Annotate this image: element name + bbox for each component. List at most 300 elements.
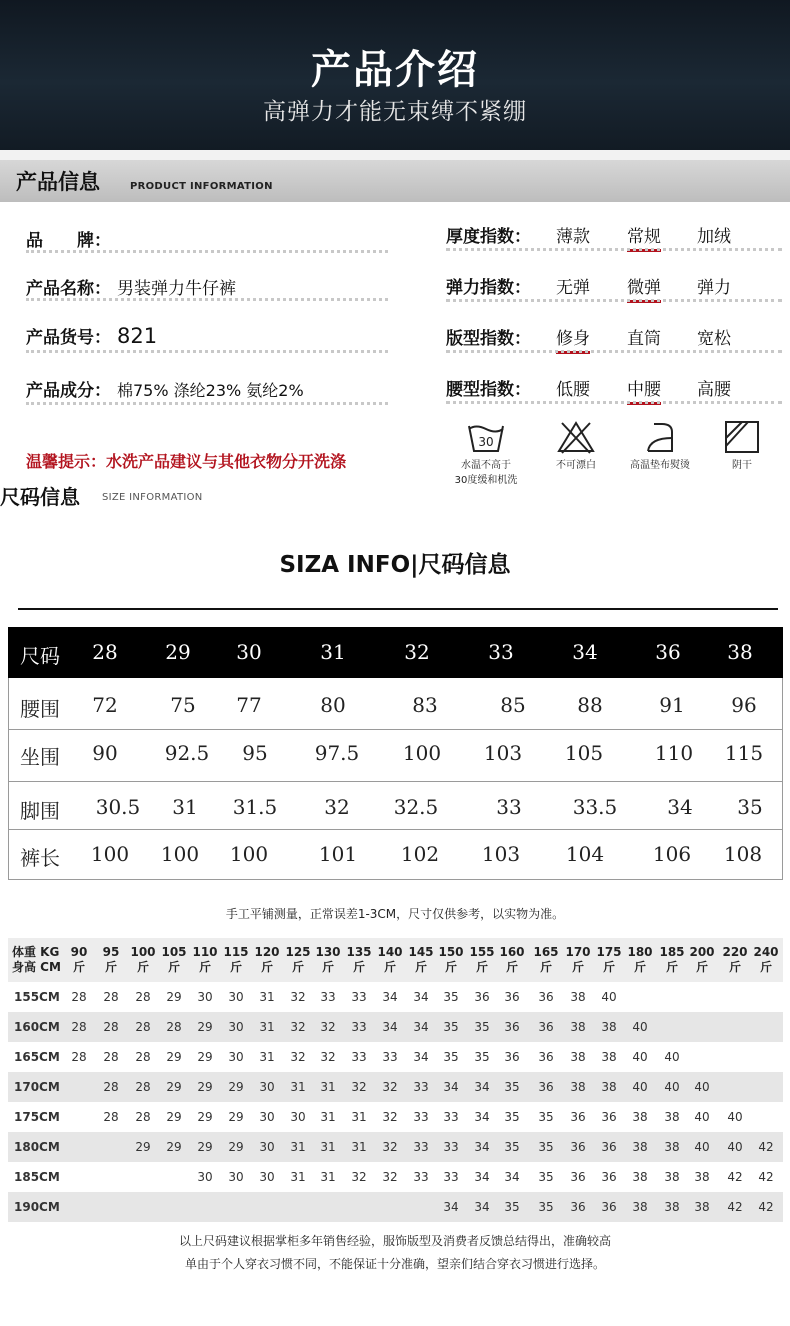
size-cell: 28 (166, 1020, 182, 1034)
weight-unit: 斤 (291, 960, 304, 974)
index-option: 常规 (627, 222, 661, 247)
size-cell: 42 (758, 1140, 774, 1154)
size-cell: 85 (500, 693, 526, 717)
weight-header (438, 945, 464, 975)
weight-header (565, 945, 591, 975)
size-cell: 28 (135, 990, 151, 1004)
size-header-cell: 28 (92, 640, 118, 664)
index-option: 薄款 (556, 227, 590, 247)
size-cell: 35 (504, 1080, 520, 1094)
size-cell: 38 (632, 1140, 648, 1154)
size-cell: 34 (474, 1080, 490, 1094)
size-cell: 36 (601, 1140, 617, 1154)
weight-unit: 斤 (728, 960, 741, 974)
height-label: 170CM (14, 1080, 60, 1094)
size-cell: 35 (504, 1110, 520, 1124)
size-cell: 35 (504, 1200, 520, 1214)
size-cell: 32 (382, 1110, 398, 1124)
row-divider (8, 781, 783, 782)
size-cell: 33 (496, 795, 522, 819)
size-cell: 32 (320, 1050, 336, 1064)
weight-unit: 斤 (633, 960, 646, 974)
size-cell: 34 (413, 1050, 429, 1064)
size-cell: 101 (318, 842, 358, 866)
weight-unit: 斤 (198, 960, 211, 974)
weight-unit: 斤 (695, 960, 708, 974)
weight-unit: 斤 (539, 960, 552, 974)
size-cell: 29 (166, 990, 182, 1004)
size-cell: 31.5 (232, 795, 278, 819)
size-cell: 35 (504, 1140, 520, 1154)
size-cell: 36 (538, 1020, 554, 1034)
weight-value: 110 (192, 945, 218, 959)
size-row-label: 腰围 (20, 697, 60, 721)
weight-header (285, 945, 311, 975)
size-cell: 38 (694, 1170, 710, 1184)
weight-unit: 斤 (104, 960, 117, 974)
weight-height-table (8, 938, 783, 1224)
divider (0, 150, 790, 160)
weight-value: 185 (659, 945, 685, 959)
care-tip: 温馨提示：水洗产品建议与其他衣物分开洗涤 (26, 452, 347, 471)
size-cell: 100 (160, 842, 200, 866)
dotted-divider (26, 402, 388, 405)
size-header-cell: 29 (165, 640, 191, 664)
index-option: 宽松 (697, 329, 731, 349)
size-cell: 30 (290, 1110, 306, 1124)
weight-value: 170 (565, 945, 591, 959)
field-value: 棉75% 涤纶23% 氨纶2% (117, 381, 304, 400)
size-cell: 32 (382, 1080, 398, 1094)
size-cell: 38 (570, 1050, 586, 1064)
size-cell: 35 (538, 1110, 554, 1124)
size-cell: 105 (564, 741, 604, 765)
size-cell: 28 (71, 990, 87, 1004)
size-cell: 36 (504, 1020, 520, 1034)
height-label: 175CM (14, 1110, 60, 1124)
size-cell: 40 (727, 1140, 743, 1154)
size-cell: 33 (413, 1170, 429, 1184)
care-text-dry (702, 458, 782, 473)
height-label: 165CM (14, 1050, 60, 1064)
weight-value: 125 (285, 945, 311, 959)
wash-30-icon (466, 420, 506, 454)
size-cell: 38 (664, 1110, 680, 1124)
size-cell: 36 (538, 1050, 554, 1064)
size-cell: 40 (694, 1080, 710, 1094)
size-cell: 83 (412, 693, 438, 717)
field-label: 品 牌： (26, 231, 111, 251)
banner-subtitle: 高弹力才能无束缚不紧绷 (263, 99, 527, 125)
size-cell: 38 (601, 1080, 617, 1094)
size-cell: 110 (654, 741, 694, 765)
size-header-cell: 38 (727, 640, 753, 664)
dotted-divider (446, 299, 782, 302)
size-cell: 35 (443, 990, 459, 1004)
size-cell: 31 (259, 1050, 275, 1064)
size-cell: 29 (166, 1110, 182, 1124)
size-cell: 40 (694, 1140, 710, 1154)
footer-note-line: 单由于个人穿衣习惯不同，不能保证十分准确，望亲们结合穿衣习惯进行选择。 (184, 1257, 605, 1271)
size-cell: 30 (259, 1080, 275, 1094)
table-row (8, 1162, 783, 1192)
size-header-cell: 36 (655, 640, 681, 664)
size-cell: 31 (351, 1140, 367, 1154)
size-section-title-en: SIZE INFORMATION (102, 492, 203, 503)
size-cell: 96 (731, 693, 757, 717)
weight-unit: 斤 (167, 960, 180, 974)
care-dry (702, 420, 782, 473)
weight-value: 130 (315, 945, 341, 959)
row-divider (8, 829, 783, 830)
care-text-line: 不可漂白 (556, 460, 596, 471)
size-cell: 31 (259, 1020, 275, 1034)
index-option: 加绒 (697, 227, 731, 247)
size-cell: 90 (92, 741, 118, 765)
measure-note: 手工平铺测量，正常误差1-3CM，尺寸仅供参考，以实物为准。 (225, 907, 565, 921)
weight-unit: 斤 (383, 960, 396, 974)
index-option: 弹力 (697, 278, 731, 298)
size-cell: 34 (443, 1080, 459, 1094)
dotted-divider (446, 350, 782, 353)
weight-unit: 斤 (229, 960, 242, 974)
field-value: 821 (117, 324, 158, 348)
weight-header (596, 945, 622, 975)
care-text-iron (620, 458, 700, 473)
size-cell: 31 (172, 795, 198, 819)
size-section-title: 尺码信息 (0, 485, 80, 509)
footer-note-line: 以上尺码建议根据掌柜多年销售经验，服饰版型及消费者反馈总结得出，准确较高 (178, 1234, 611, 1248)
care-wash (446, 420, 526, 488)
size-cell: 29 (166, 1050, 182, 1064)
weight-value: 90 (70, 945, 88, 959)
size-cell: 29 (197, 1020, 213, 1034)
size-cell: 30 (197, 1170, 213, 1184)
field-label: 产品货号： (26, 328, 111, 348)
weight-value: 200 (689, 945, 715, 959)
size-cell: 35 (538, 1140, 554, 1154)
care-iron (620, 420, 700, 473)
size-cell: 30 (197, 990, 213, 1004)
size-cell: 33 (413, 1080, 429, 1094)
weight-unit: 斤 (444, 960, 457, 974)
size-cell: 32 (290, 990, 306, 1004)
size-cell: 34 (474, 1200, 490, 1214)
size-cell: 42 (727, 1200, 743, 1214)
size-cell: 31 (259, 990, 275, 1004)
wash-temp: 30 (478, 435, 494, 449)
shade-dry-icon (722, 420, 762, 454)
size-cell: 30 (228, 990, 244, 1004)
size-cell: 35 (538, 1200, 554, 1214)
size-cell: 97.5 (314, 741, 360, 765)
weight-unit: 斤 (352, 960, 365, 974)
weight-header (469, 945, 495, 975)
size-table-header (8, 627, 783, 678)
size-cell: 36 (504, 1050, 520, 1064)
size-cell: 34 (382, 990, 398, 1004)
weight-unit: 斤 (665, 960, 678, 974)
size-cell: 38 (570, 1020, 586, 1034)
size-cell: 38 (601, 1020, 617, 1034)
size-cell: 32 (324, 795, 350, 819)
dotted-divider (446, 248, 782, 251)
size-row-label: 裤长 (20, 846, 60, 870)
corner-height: 身高 CM (12, 960, 61, 974)
weight-unit: 斤 (602, 960, 615, 974)
weight-header (533, 945, 559, 975)
size-header-label: 尺码 (20, 644, 60, 668)
weight-value: 95 (102, 945, 120, 959)
weight-value: 155 (469, 945, 495, 959)
index-option: 无弹 (556, 278, 590, 298)
size-cell: 36 (538, 990, 554, 1004)
weight-unit: 斤 (759, 960, 772, 974)
size-cell: 34 (443, 1200, 459, 1214)
field-label: 产品名称： (26, 279, 111, 299)
size-cell: 28 (135, 1080, 151, 1094)
size-cell: 30 (228, 1050, 244, 1064)
size-cell: 30 (228, 1170, 244, 1184)
size-cell: 40 (694, 1110, 710, 1124)
weight-unit: 斤 (260, 960, 273, 974)
size-cell: 32 (382, 1140, 398, 1154)
size-cell: 28 (103, 1020, 119, 1034)
size-cell: 38 (632, 1110, 648, 1124)
care-text-line: 高温垫布熨烫 (630, 460, 690, 471)
size-cell: 36 (570, 1170, 586, 1184)
size-cell: 29 (135, 1140, 151, 1154)
size-cell: 42 (758, 1170, 774, 1184)
size-info-title: SIZA INFO|尺码信息 (279, 552, 511, 578)
care-text-line: 水温不高于 (461, 460, 511, 471)
size-cell: 100 (402, 741, 442, 765)
height-label: 190CM (14, 1200, 60, 1214)
care-text-bleach (536, 458, 616, 473)
height-label: 160CM (14, 1020, 60, 1034)
weight-header (66, 945, 92, 975)
size-cell: 28 (103, 1050, 119, 1064)
size-cell: 33 (443, 1170, 459, 1184)
size-cell: 29 (166, 1080, 182, 1094)
size-cell: 36 (504, 990, 520, 1004)
size-cell: 29 (197, 1050, 213, 1064)
dotted-divider (26, 350, 388, 353)
size-cell: 30 (259, 1110, 275, 1124)
field-value: 男装弹力牛仔裤 (117, 279, 236, 299)
row-divider (8, 729, 783, 730)
size-cell: 29 (228, 1110, 244, 1124)
weight-header (377, 945, 403, 975)
weight-unit: 斤 (414, 960, 427, 974)
size-cell: 77 (236, 693, 262, 717)
size-cell: 34 (474, 1110, 490, 1124)
size-cell: 28 (71, 1050, 87, 1064)
weight-value: 100 (130, 945, 156, 959)
size-cell: 36 (570, 1200, 586, 1214)
index-label: 弹力指数： (446, 278, 531, 298)
size-cell: 36 (570, 1140, 586, 1154)
size-cell: 40 (727, 1110, 743, 1124)
size-cell: 30 (259, 1170, 275, 1184)
weight-unit: 斤 (72, 960, 85, 974)
size-cell: 115 (724, 741, 764, 765)
size-cell: 29 (228, 1140, 244, 1154)
size-cell: 29 (228, 1080, 244, 1094)
size-cell: 40 (664, 1080, 680, 1094)
height-label: 185CM (14, 1170, 60, 1184)
size-cell: 32 (351, 1080, 367, 1094)
size-cell: 28 (135, 1110, 151, 1124)
size-cell: 35 (474, 1050, 490, 1064)
size-cell: 33 (320, 990, 336, 1004)
index-option: 修身 (556, 324, 590, 349)
size-cell: 36 (601, 1110, 617, 1124)
weight-header (346, 945, 372, 975)
size-row-label: 坐围 (20, 745, 60, 769)
size-cell: 88 (577, 693, 603, 717)
weight-header (753, 945, 779, 975)
weight-value: 175 (596, 945, 622, 959)
size-cell: 35 (538, 1170, 554, 1184)
size-cell: 30 (228, 1020, 244, 1034)
weight-value: 180 (627, 945, 653, 959)
size-header-cell: 31 (320, 640, 346, 664)
size-cell: 33 (413, 1110, 429, 1124)
weight-value: 220 (722, 945, 748, 959)
weight-value: 150 (438, 945, 464, 959)
field-brand (26, 226, 117, 251)
size-cell: 32 (290, 1020, 306, 1034)
size-cell: 36 (538, 1080, 554, 1094)
iron-with-cloth-icon (640, 420, 680, 454)
size-cell: 33 (443, 1110, 459, 1124)
size-cell: 34 (474, 1170, 490, 1184)
size-cell: 34 (413, 990, 429, 1004)
weight-header (689, 945, 715, 975)
size-cell: 40 (632, 1050, 648, 1064)
weight-header (659, 945, 685, 975)
size-cell: 103 (481, 842, 521, 866)
size-cell: 106 (652, 842, 692, 866)
weight-unit: 斤 (571, 960, 584, 974)
size-cell: 34 (474, 1140, 490, 1154)
size-cell: 31 (290, 1140, 306, 1154)
weight-header (254, 945, 280, 975)
size-cell: 31 (290, 1170, 306, 1184)
weight-header (161, 945, 187, 975)
size-cell: 32.5 (393, 795, 439, 819)
size-cell: 34 (413, 1020, 429, 1034)
size-cell: 38 (570, 990, 586, 1004)
size-cell: 33 (351, 990, 367, 1004)
size-cell: 36 (570, 1110, 586, 1124)
size-cell: 35 (474, 1020, 490, 1034)
index-option: 微弹 (627, 273, 661, 298)
size-cell: 35 (443, 1050, 459, 1064)
size-cell: 38 (570, 1080, 586, 1094)
product-info-title-en: PRODUCT INFORMATION (130, 181, 273, 192)
size-cell: 33 (382, 1050, 398, 1064)
care-text-wash (446, 458, 526, 488)
weight-value: 240 (753, 945, 779, 959)
size-cell: 40 (632, 1020, 648, 1034)
size-cell: 28 (135, 1020, 151, 1034)
size-cell: 31 (320, 1080, 336, 1094)
size-cell: 100 (90, 842, 130, 866)
size-header-cell: 32 (404, 640, 430, 664)
size-cell: 38 (632, 1170, 648, 1184)
weight-header (499, 945, 525, 975)
size-cell: 42 (727, 1170, 743, 1184)
weight-header (223, 945, 249, 975)
size-cell: 28 (71, 1020, 87, 1034)
size-cell: 28 (135, 1050, 151, 1064)
dotted-divider (446, 401, 782, 404)
weight-value: 105 (161, 945, 187, 959)
size-cell: 28 (103, 1110, 119, 1124)
care-bleach (536, 420, 616, 473)
size-cell: 36 (601, 1170, 617, 1184)
table-row (8, 1132, 783, 1162)
field-label: 产品成分： (26, 381, 111, 401)
field-composition (26, 376, 304, 401)
divider (18, 608, 778, 610)
size-cell: 31 (290, 1080, 306, 1094)
weight-value: 115 (223, 945, 249, 959)
care-text-line: 阴干 (732, 460, 752, 471)
weight-header (627, 945, 653, 975)
table-row (8, 1012, 783, 1042)
weight-value: 135 (346, 945, 372, 959)
index-option: 高腰 (697, 380, 731, 400)
size-cell: 30.5 (95, 795, 141, 819)
size-cell: 104 (565, 842, 605, 866)
weight-header (130, 945, 156, 975)
size-cell: 28 (103, 990, 119, 1004)
weight-value: 140 (377, 945, 403, 959)
weight-unit: 斤 (475, 960, 488, 974)
size-cell: 34 (504, 1170, 520, 1184)
size-cell: 29 (197, 1080, 213, 1094)
size-cell: 38 (694, 1200, 710, 1214)
table-row (8, 982, 783, 1012)
dotted-divider (26, 298, 388, 301)
size-cell: 35 (443, 1020, 459, 1034)
size-cell: 31 (320, 1110, 336, 1124)
weight-unit: 斤 (321, 960, 334, 974)
size-cell: 100 (229, 842, 269, 866)
size-cell: 33.5 (572, 795, 618, 819)
weight-value: 145 (408, 945, 434, 959)
index-option: 低腰 (556, 380, 590, 400)
size-cell: 33 (443, 1140, 459, 1154)
size-cell: 40 (632, 1080, 648, 1094)
weight-header (315, 945, 341, 975)
size-cell: 28 (103, 1080, 119, 1094)
size-cell: 75 (170, 693, 196, 717)
size-cell: 91 (659, 693, 685, 717)
size-cell: 36 (601, 1200, 617, 1214)
size-cell: 34 (667, 795, 693, 819)
size-cell: 103 (483, 741, 523, 765)
size-row-label: 脚围 (20, 799, 60, 823)
size-cell: 33 (351, 1050, 367, 1064)
size-cell: 38 (664, 1140, 680, 1154)
table-corner (12, 945, 61, 975)
height-label: 155CM (14, 990, 60, 1004)
index-option: 直筒 (627, 329, 661, 349)
